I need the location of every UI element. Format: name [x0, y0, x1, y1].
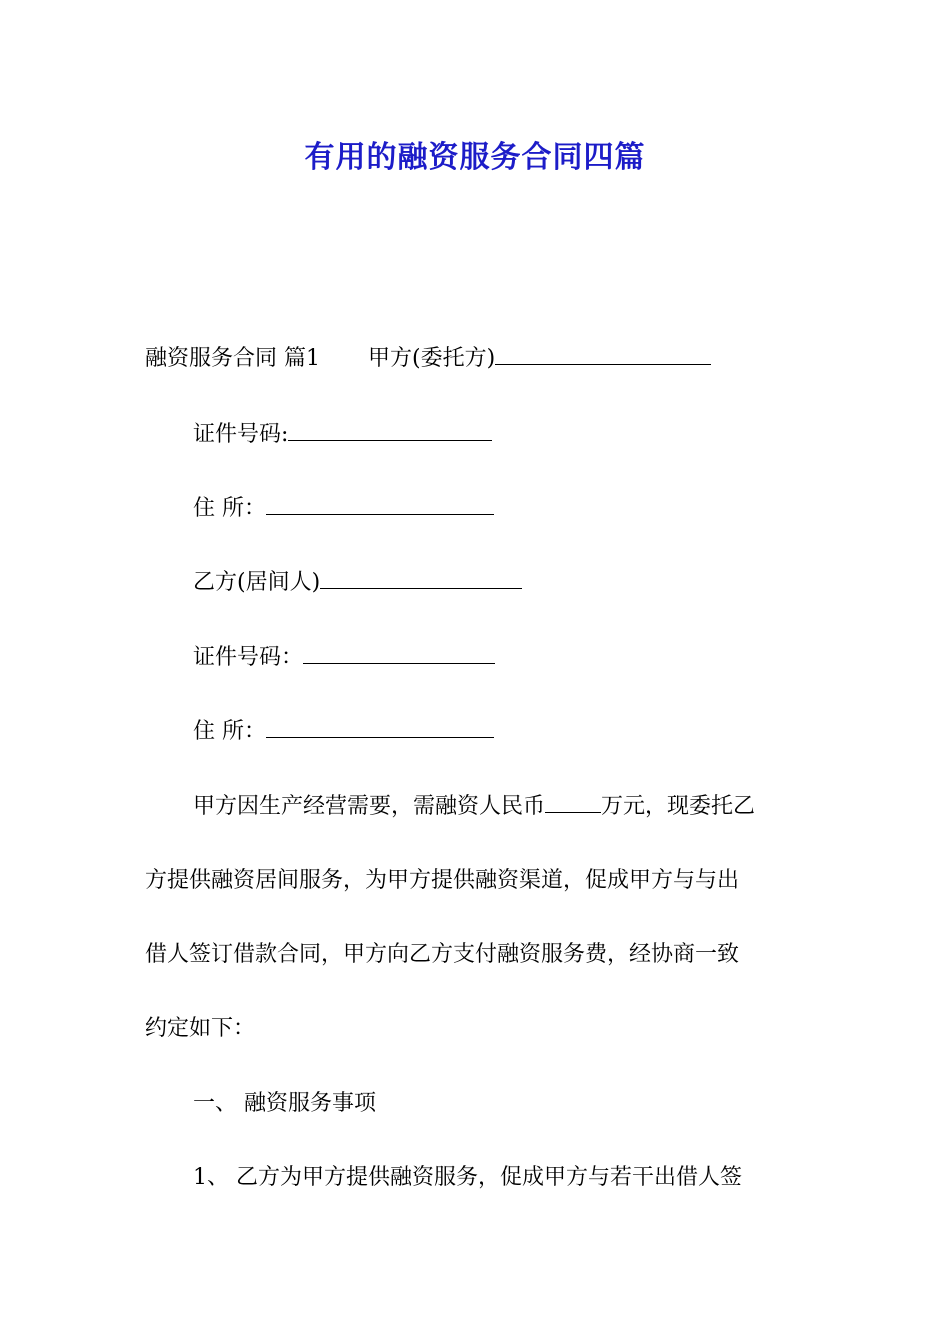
party-a-id-label: 证件号码: [193, 422, 289, 447]
party-a-blank [495, 344, 711, 365]
party-a-id-blank [288, 420, 492, 441]
document-title: 有用的融资服务合同四篇 [304, 140, 646, 175]
party-b-address-blank [266, 717, 494, 738]
party-a-address-blank [266, 494, 494, 515]
paragraph-line-2: 方提供融资居间服务，为甲方提供融资渠道，促成甲方与与出 [145, 868, 740, 893]
clause-1: 1、 乙方为甲方提供融资服务，促成甲方与若干出借人签 [193, 1165, 742, 1190]
section-heading-1: 一、 融资服务事项 [193, 1091, 376, 1116]
party-a-label: 甲方(委托方) [368, 346, 496, 371]
party-b-label: 乙方(居间人) [193, 570, 321, 595]
party-b-address-label: 住 所： [193, 719, 266, 744]
paragraph-line-4: 约定如下： [145, 1016, 256, 1041]
contract-heading: 融资服务合同 篇1 [145, 346, 320, 371]
paragraph-line-1 [193, 792, 755, 822]
paragraph-text-1b: 万元，现委托乙 [601, 794, 756, 819]
party-b-id-blank [303, 643, 495, 664]
contract-heading-line [145, 344, 711, 374]
party-b-line [193, 568, 522, 598]
party-b-blank [320, 568, 522, 589]
party-b-id-line [193, 643, 495, 673]
paragraph-line-3: 借人签订借款合同，甲方向乙方支付融资服务费，经协商一致 [145, 942, 740, 967]
party-b-id-label: 证件号码： [193, 645, 304, 670]
party-a-address-line [193, 494, 494, 524]
party-a-id-line [193, 420, 492, 450]
amount-blank [545, 792, 601, 813]
paragraph-text-1a: 甲方因生产经营需要，需融资人民币 [193, 794, 546, 819]
party-a-address-label: 住 所： [193, 496, 266, 521]
party-b-address-line [193, 717, 494, 747]
